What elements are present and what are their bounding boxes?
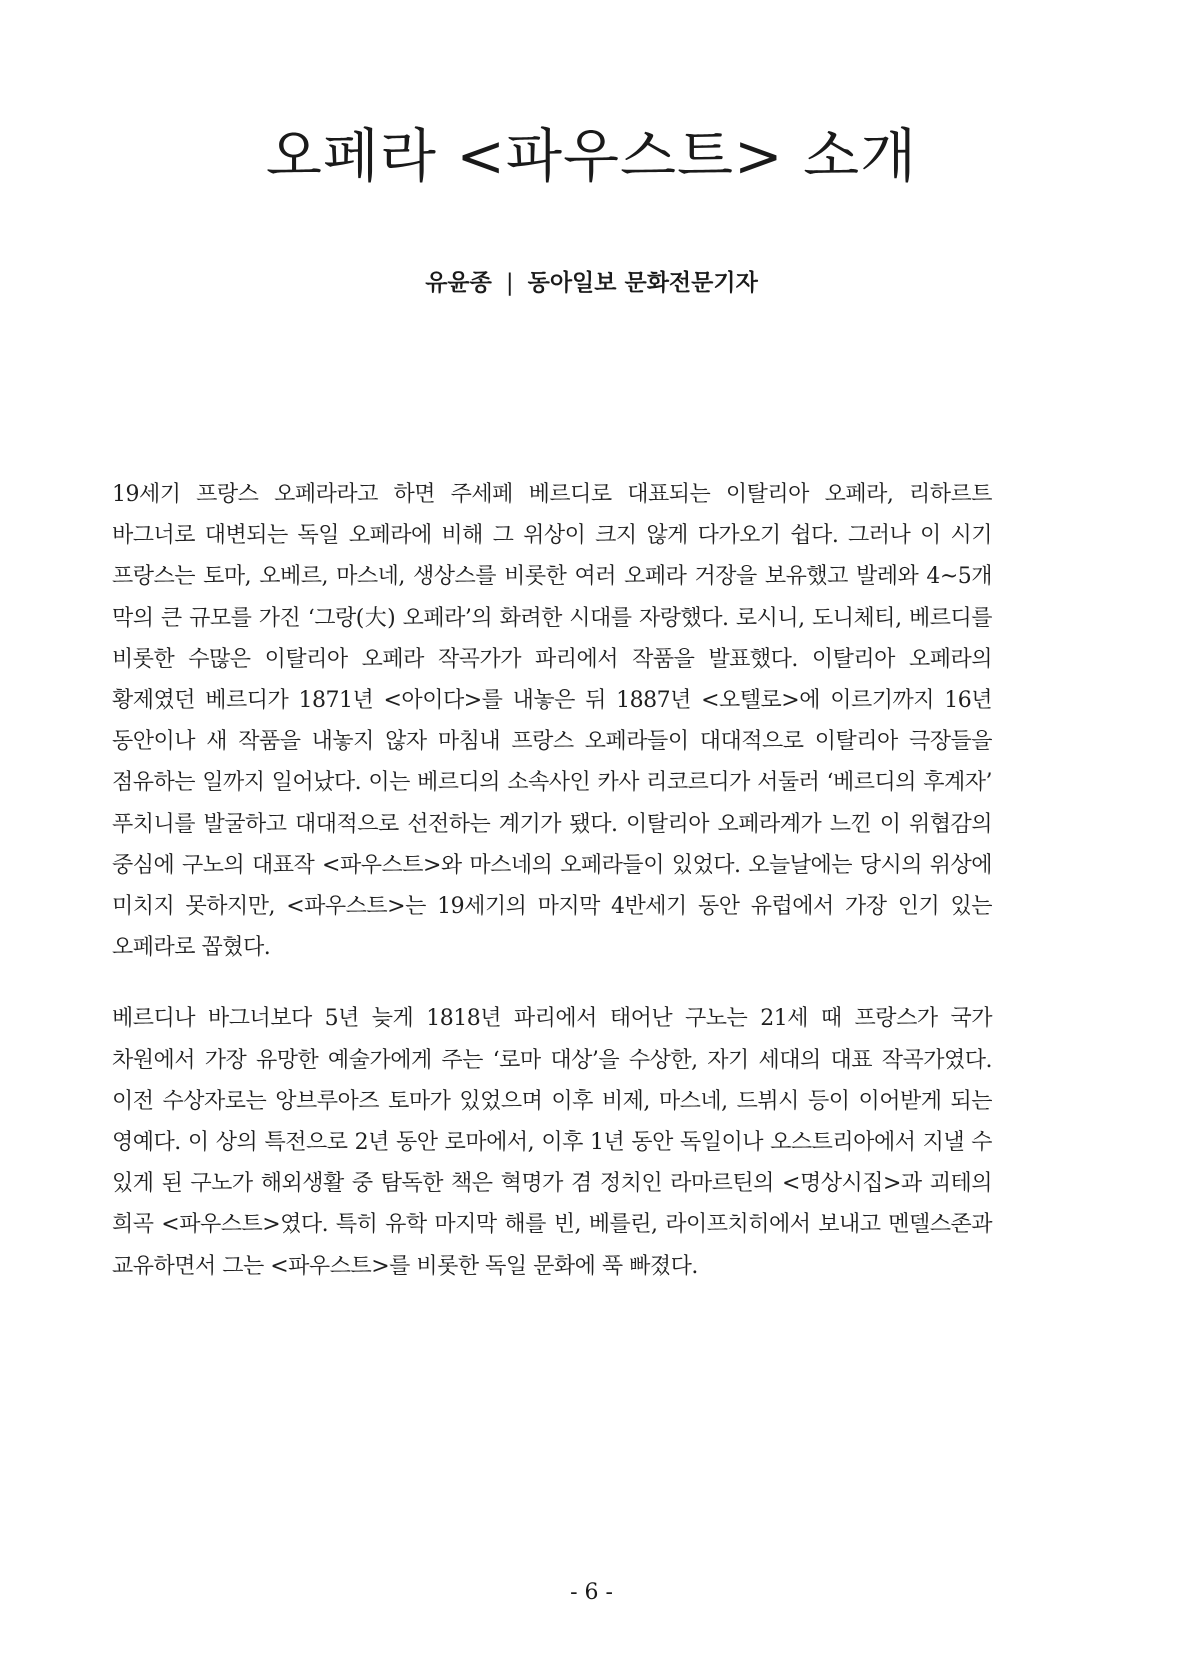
page-number: - 6 - [570,1580,613,1605]
page-title: 오페라 <파우스트> 소개 [265,122,918,190]
byline-separator: | [505,270,514,296]
article-body [112,474,992,1287]
paragraph-1: 19세기 프랑스 오페라라고 하면 주세페 베르디로 대표되는 이탈리아 오페라, 리하르트 바그너로 대변되는 독일 오페라에 비해 그 위상이 크지 않게 다가오기 쉽다. 그러나 이 시기 프랑스는 토마, 오베르, 마스네, 생상스를 비롯한 여러 오페라 거장을 보유했고 발레와 4~5개 막의 큰 규모를 가진 ‘그랑(大) 오페라’의 화려한 시대를 자랑했다. 로시니, 도니체티, 베르디를 비롯한 수많은 이탈리아 오페라 작곡가가 파리에서 작품을 발표했다. 이탈리아 오페라의 황제였던 베르디가 1871년 <아이다>를 내놓은 뒤 1887년 <오텔로>에 이르기까지 16년 동안이나 새 작품을 내놓지 않자 마침내 프랑스 오페라들이 대대적으로 이탈리아 극장들을 점유하는 일까지 일어났다. 이는 베르디의 소속사인 카사 리코르디가 서둘러 ‘베르디의 후계자’ 푸치니를 발굴하고 대대적으로 선전하는 계기가 됐다. 이탈리아 오페라계가 느낀 이 위협감의 중심에 구노의 대표작 <파우스트>와 마스네의 오페라들이 있었다. 오늘날에는 당시의 위상에 미치지 못하지만, <파우스트>는 19세기의 마지막 4반세기 동안 유럽에서 가장 인기 있는 오페라로 꼽혔다. [112,482,992,961]
paragraph-2: 베르디나 바그너보다 5년 늦게 1818년 파리에서 태어난 구노는 21세 때 프랑스가 국가 차원에서 가장 유망한 예술가에게 주는 ‘로마 대상’을 수상한, 자기 세대의 대표 작곡가였다. 이전 수상자로는 앙브루아즈 토마가 있었으며 이후 비제, 마스네, 드뷔시 등이 이어받게 되는 영예다. 이 상의 특전으로 2년 동안 로마에서, 이후 1년 동안 독일이나 오스트리아에서 지낼 수 있게 된 구노가 해외생활 중 탐독한 책은 혁명가 겸 정치인 라마르틴의 <명상시집>과 괴테의 희곡 <파우스트>였다. 특히 유학 마지막 해를 빈, 베를린, 라이프치히에서 보내고 멘델스존과 교유하면서 그는 <파우스트>를 비롯한 독일 문화에 푹 빠졌다. [112,1006,992,1279]
author-name: 유윤종 [425,270,492,296]
author-affiliation: 동아일보 문화전문기자 [527,270,758,296]
byline [0,270,1183,298]
